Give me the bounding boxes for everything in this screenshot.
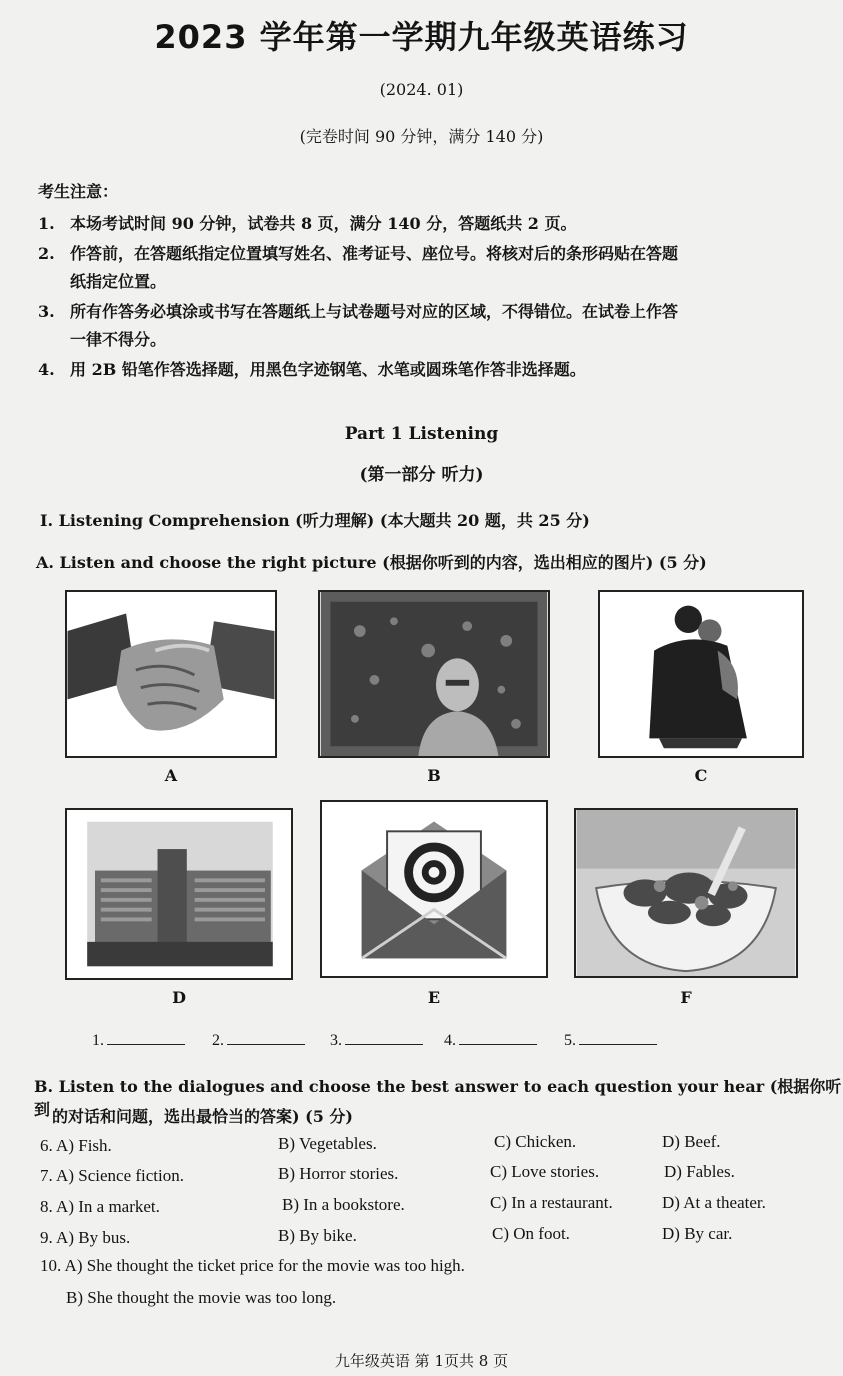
part1-title: Part 1 Listening	[344, 424, 499, 444]
picture-a-letter: A	[164, 766, 178, 785]
question-10-option-a: 10. A) She thought the ticket price for the movie was too high.	[40, 1256, 465, 1275]
part1-subtitle: (第一部分 听力)	[359, 465, 484, 485]
robot-icon	[320, 592, 548, 756]
picture-d-building	[65, 808, 293, 980]
notice-heading: 考生注意：	[38, 182, 119, 201]
section-b-heading-continued: 的对话和问题，选出最恰当的答案) (5 分)	[52, 1107, 353, 1126]
building-icon	[67, 810, 291, 978]
question-8-option-b: B) In a bookstore.	[282, 1195, 405, 1214]
section-a-heading: A. Listen and choose the right picture (根据你听到的内容，选出相应的图片) (5 分)	[36, 553, 707, 572]
picture-f-salad	[574, 808, 798, 978]
answer-blank-4[interactable]: 4.	[444, 1032, 537, 1050]
question-8-option-d: D) At a theater.	[662, 1193, 766, 1212]
question-7-option-b: B) Horror stories.	[278, 1164, 399, 1183]
notice-item: 2. 作答前，在答题纸指定位置填写姓名、准考证号、座位号。将核对后的条形码贴在答题	[38, 244, 679, 263]
exam-date: (2024. 01)	[379, 80, 464, 99]
answer-blank-5[interactable]: 5.	[564, 1032, 657, 1050]
picture-e-letter: E	[427, 988, 441, 1007]
page-footer: 九年级英语 第 1页共 8 页	[334, 1352, 509, 1370]
picture-c-letter: C	[694, 766, 708, 785]
picture-f-letter: F	[680, 988, 692, 1007]
exam-title: 2023 学年第一学期九年级英语练习	[154, 18, 689, 56]
notice-item-continued: 一律不得分。	[70, 330, 167, 349]
answer-blank-3[interactable]: 3.	[330, 1032, 423, 1050]
email-icon	[322, 802, 546, 976]
section-i-heading: I. Listening Comprehension (听力理解) (本大题共 20 题，共 25 分)	[40, 511, 590, 530]
question-9-option-b: B) By bike.	[278, 1226, 357, 1245]
handshake-icon	[67, 592, 275, 756]
exam-time-note: (完卷时间 90 分钟，满分 140 分)	[299, 127, 544, 146]
notice-item-continued: 纸指定位置。	[70, 272, 167, 291]
question-6-option-a: 6. A) Fish.	[40, 1136, 112, 1155]
picture-e-email	[320, 800, 548, 978]
notice-item: 3. 所有作答务必填涂或书写在答题纸上与试卷题号对应的区域，不得错位。在试卷上作答	[38, 302, 679, 321]
question-6-option-d: D) Beef.	[662, 1132, 721, 1151]
question-7-option-a: 7. A) Science fiction.	[40, 1166, 184, 1185]
question-8-option-c: C) In a restaurant.	[490, 1193, 613, 1212]
question-6-option-c: C) Chicken.	[494, 1132, 577, 1151]
picture-b-letter: B	[427, 766, 441, 785]
salad-icon	[576, 810, 796, 976]
picture-a-handshake	[65, 590, 277, 758]
picture-c-hug	[598, 590, 804, 758]
picture-b-robot	[318, 590, 550, 758]
hug-icon	[600, 592, 802, 756]
question-6-option-b: B) Vegetables.	[278, 1134, 377, 1153]
notice-item: 1. 本场考试时间 90 分钟，试卷共 8 页，满分 140 分，答题纸共 2 页。	[38, 214, 577, 233]
question-7-option-c: C) Love stories.	[490, 1162, 600, 1181]
answer-blank-1[interactable]: 1.	[92, 1032, 185, 1050]
question-9-option-c: C) On foot.	[492, 1224, 570, 1243]
section-b-heading: B. Listen to the dialogues and choose the best answer to each question your hear (根据你听到	[34, 1077, 842, 1119]
question-8-option-a: 8. A) In a market.	[40, 1197, 160, 1216]
picture-d-letter: D	[172, 988, 186, 1007]
question-9-option-a: 9. A) By bus.	[40, 1228, 131, 1247]
question-9-option-d: D) By car.	[662, 1224, 733, 1243]
notice-item: 4. 用 2B 铅笔作答选择题，用黑色字迹钢笔、水笔或圆珠笔作答非选择题。	[38, 360, 586, 379]
answer-blank-2[interactable]: 2.	[212, 1032, 305, 1050]
question-7-option-d: D) Fables.	[664, 1162, 735, 1181]
question-10-option-b: B) She thought the movie was too long.	[66, 1288, 337, 1307]
